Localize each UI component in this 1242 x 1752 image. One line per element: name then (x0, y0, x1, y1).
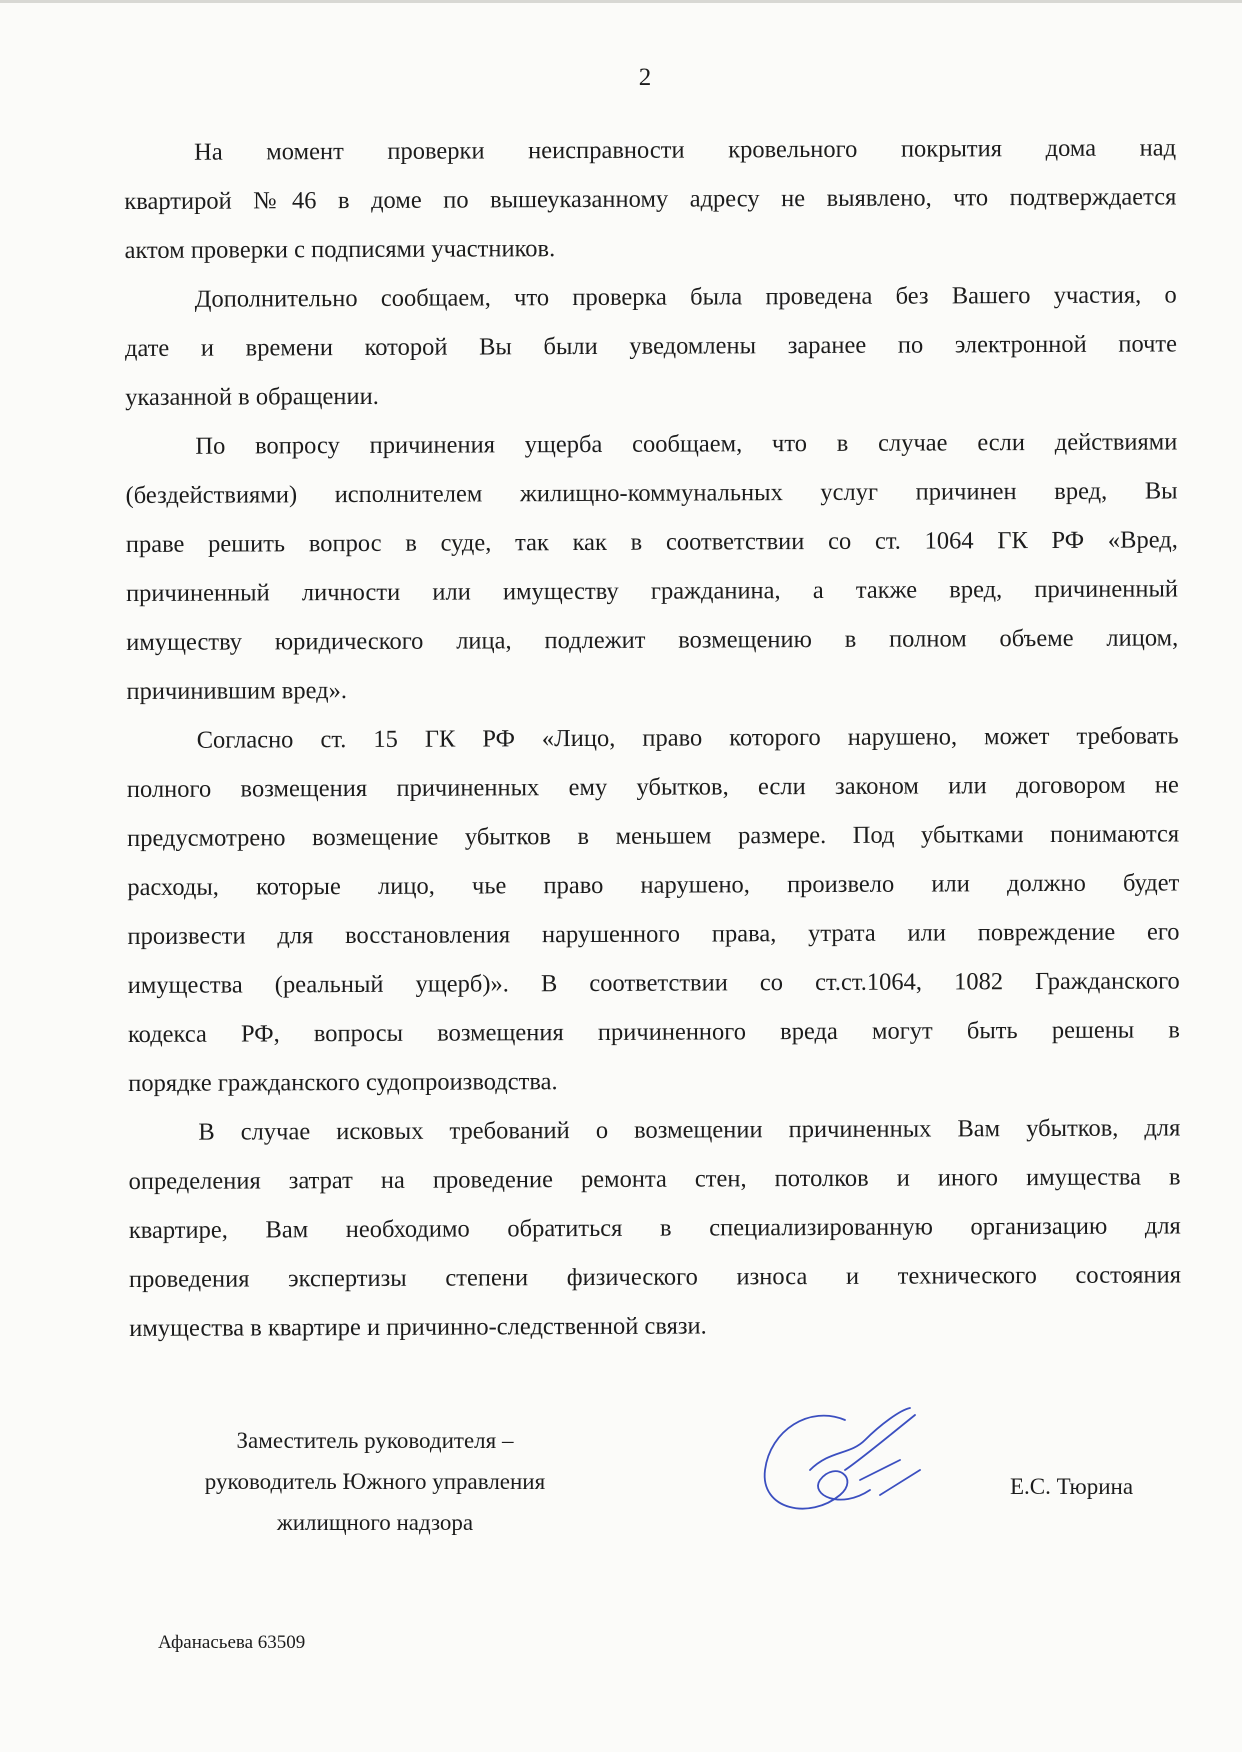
paragraph-4-line: порядке гражданского судопроизводства. (128, 1068, 558, 1097)
paragraph-5-line: имущества в квартире и причинно-следственной связи. (129, 1312, 707, 1342)
paragraph-2-line: указанной в обращении. (125, 382, 379, 411)
signatory-title-line: руководитель Южного управления (204, 1469, 546, 1494)
paragraph-4-line: кодекса РФ, вопросы возмещения причиненного вреда могут быть решены в (127, 1016, 1181, 1048)
paragraph-4-line: имущества (реальный ущерб)». В соответствии со ст.ст.1064, 1082 Гражданского (127, 967, 1180, 999)
paragraph-3-line: (бездействиями) исполнителем жилищно-коммунальных услуг причинен вред, Вы (125, 477, 1178, 509)
paragraph-3-line: праве решить вопрос в суде, так как в соответствии со ст. 1064 ГК РФ «Вред, (125, 526, 1178, 558)
paragraph-3-line: причиненный личности или имуществу гражданина, а также вред, причиненный (125, 575, 1179, 607)
paragraph-1-line: квартирой №46 в доме по вышеуказанному адресу не выявлено, что подтверждается (124, 183, 1177, 215)
signatory-name: Е.С. Тюрина (1010, 1474, 1134, 1499)
paragraph-4-line: расходы, которые лицо, чье право нарушено, произвело или должно будет (127, 869, 1180, 901)
paragraph-1-line: На момент проверки неисправности кровельного покрытия дома над (194, 134, 1177, 166)
signatory-title (190, 1420, 560, 1543)
paragraph-1-line: актом проверки с подписями участников. (124, 235, 556, 264)
scan-edge (0, 0, 1242, 3)
paragraph-4-line: полного возмещения причиненных ему убытков, если законом или договором не (126, 771, 1179, 803)
handwritten-signature (750, 1400, 930, 1530)
paragraph-4-line: Согласно ст. 15 ГК РФ «Лицо, право которого нарушено, может требовать (196, 722, 1179, 754)
page-number: 2 (638, 64, 652, 91)
paragraph-5-line: определения затрат на проведение ремонта стен, потолков и иного имущества в (128, 1163, 1181, 1195)
signatory-title-line: жилищного надзора (276, 1510, 474, 1535)
paragraph-4-line: произвести для восстановления нарушенного права, утрата или повреждение его (127, 918, 1180, 950)
executor-note: Афанасьева 63509 (158, 1632, 306, 1653)
paragraph-3-line: причинившим вред». (126, 677, 348, 705)
paragraph-2-line: Дополнительно сообщаем, что проверка была проведена без Вашего участия, о (194, 281, 1177, 313)
paragraph-5-line: В случае исковых требований о возмещении причиненных Вам убытков, для (198, 1114, 1181, 1146)
signatory-title-line: Заместитель руководителя – (236, 1428, 514, 1453)
paragraph-4-line: предусмотрено возмещение убытков в меньшем размере. Под убытками понимаются (127, 820, 1180, 852)
paragraph-2-line: дате и времени которой Вы были уведомлены заранее по электронной почте (124, 330, 1178, 362)
paragraph-3-line: имуществу юридического лица, подлежит возмещению в полном объеме лицом, (126, 624, 1179, 656)
paragraph-5-line: проведения экспертизы степени физического износа и технического состояния (128, 1261, 1182, 1293)
letter-body (124, 123, 1181, 1353)
paragraph-5-line: квартире, Вам необходимо обратиться в специализированную организацию для (128, 1212, 1181, 1244)
paragraph-3-line: По вопросу причинения ущерба сообщаем, что в случае если действиями (195, 428, 1178, 460)
